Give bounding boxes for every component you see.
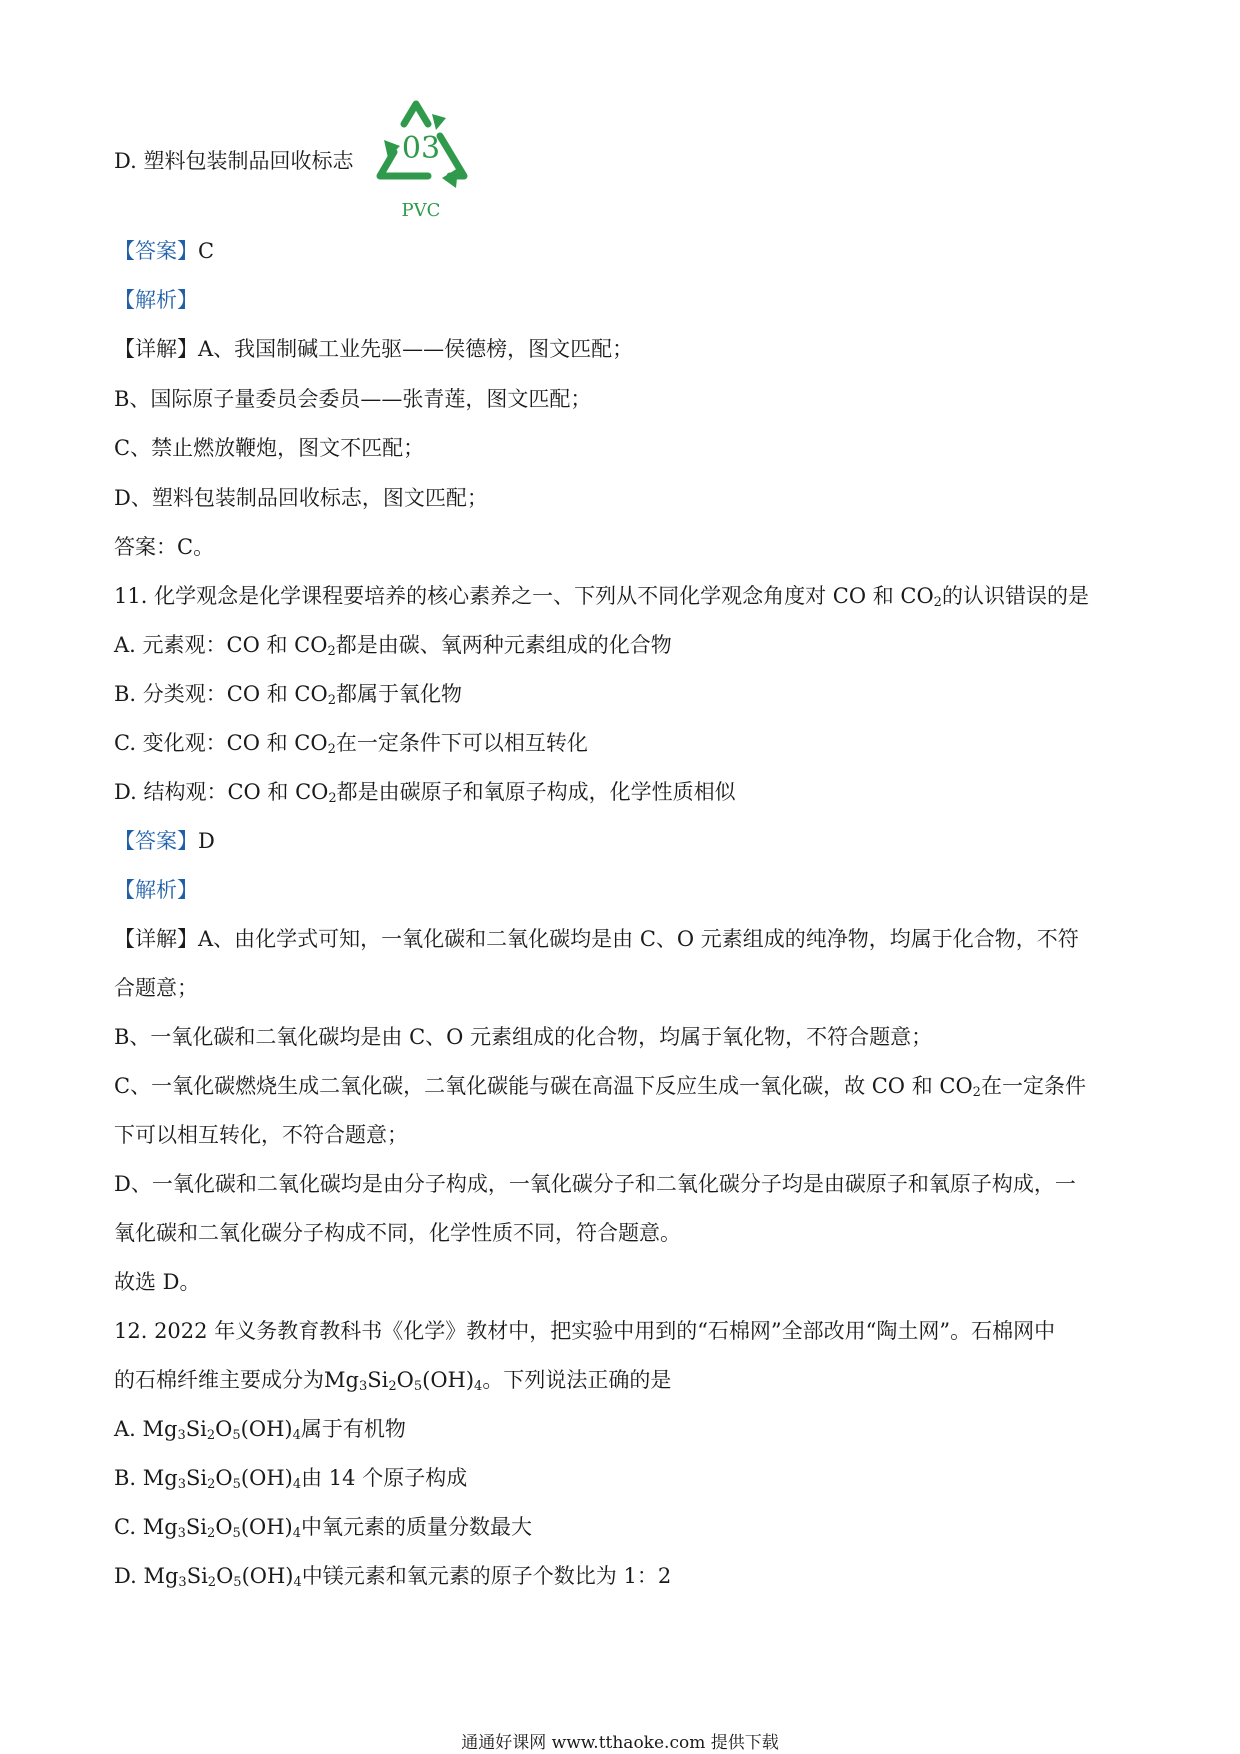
q11-option-c-part-1: C. 变化观：CO 和 CO xyxy=(114,731,328,755)
answer-tag: 【答案】 xyxy=(114,829,198,853)
detail-tag: 【详解】 xyxy=(114,927,198,951)
q11-detail-a xyxy=(114,924,1079,954)
q11-stem-sub: 2 xyxy=(933,595,942,610)
q10-detail-a xyxy=(114,334,633,364)
option-prefix: B. xyxy=(114,1466,137,1490)
detail-a-text: A、我国制碱工业先驱——侯德榜，图文匹配； xyxy=(198,337,634,361)
q11-option-b-part-1: B. 分类观：CO 和 CO xyxy=(114,682,328,706)
recycle-triangle-icon xyxy=(366,96,476,226)
q11-option-d xyxy=(114,777,736,807)
q11-option-d-part-1: D. 结构观：CO 和 CO xyxy=(114,780,329,804)
q10-answer xyxy=(114,236,214,266)
q11-detail-d-cont: 氧化碳和二氧化碳分子构成不同，化学性质不同，符合题意。 xyxy=(114,1221,681,1245)
q11-option-a-part-2: 都是由碳、氧两种元素组成的化合物 xyxy=(335,633,672,657)
logo-label: PVC xyxy=(401,200,441,221)
chemical-formula: $Mg_3Si_2O_5(OH)_4$ xyxy=(324,1368,483,1394)
q11-stem-part-1: 11. 化学观念是化学课程要培养的核心素养之一、下列从不同化学观念角度对 CO 和 CO xyxy=(114,584,934,608)
q11-option-c-part-2: 在一定条件下可以相互转化 xyxy=(335,731,588,755)
chemical-formula: $Mg_3Si_2O_5(OH)_4$ xyxy=(143,1564,302,1590)
q12-option-d xyxy=(114,1561,671,1591)
q11-option-b-part-2: 都属于氧化物 xyxy=(335,682,462,706)
q12-stem-cont xyxy=(114,1365,671,1395)
q11-detail-c-cont: 下可以相互转化，不符合题意； xyxy=(114,1123,408,1147)
page-footer: 通通好课网 www.tthaoke.com 提供下载 xyxy=(461,1733,779,1753)
q10-conclusion: 答案：C。 xyxy=(114,535,215,559)
q11-option-c xyxy=(114,728,588,758)
q11-option-b-sub: 2 xyxy=(327,693,336,708)
q11-detail-a-cont: 合题意； xyxy=(114,976,198,1000)
q11-option-c-sub: 2 xyxy=(327,742,336,757)
chemical-formula: $Mg_3Si_2O_5(OH)_4$ xyxy=(142,1466,302,1492)
option-prefix: A. xyxy=(114,1417,136,1441)
option-prefix: D. xyxy=(114,1564,137,1588)
option-text: 中氧元素的质量分数最大 xyxy=(301,1515,533,1539)
q10-detail-c: C、禁止燃放鞭炮，图文不匹配； xyxy=(114,436,425,460)
q11-option-a-sub: 2 xyxy=(327,644,336,659)
option-text: 由 14 个原子构成 xyxy=(301,1466,468,1490)
q10-detail-b: B、国际原子量委员会委员——张青莲，图文匹配； xyxy=(114,387,592,411)
option-text: 属于有机物 xyxy=(300,1417,406,1441)
chemical-formula: $Mg_3Si_2O_5(OH)_4$ xyxy=(142,1417,301,1443)
detail-tag: 【详解】 xyxy=(114,337,198,361)
q12-stem-part-1: 的石棉纤维主要成分为 xyxy=(114,1368,324,1392)
q11-answer xyxy=(114,826,215,856)
q12-option-c xyxy=(114,1512,532,1542)
q12-stem: 12. 2022 年义务教育教科书《化学》教材中，把实验中用到的“石棉网”全部改用“陶土网”。石棉网中 xyxy=(114,1319,1056,1343)
q11-detail-c-part-1: C、一氧化碳燃烧生成二氧化碳，二氧化碳能与碳在高温下反应生成一氧化碳，故 CO 和 CO xyxy=(114,1074,973,1098)
q11-detail-c-part-2: 在一定条件 xyxy=(980,1074,1086,1098)
option-text: 中镁元素和氧元素的原子个数比为 1：2 xyxy=(301,1564,672,1588)
q10-analysis-tag: 【解析】 xyxy=(114,288,198,312)
q11-detail-b: B、一氧化碳和二氧化碳均是由 C、O 元素组成的化合物，均属于氧化物，不符合题意； xyxy=(114,1025,933,1049)
q11-conclusion: 故选 D。 xyxy=(114,1270,201,1294)
q12-option-b xyxy=(114,1463,467,1493)
q11-option-d-part-2: 都是由碳原子和氧原子构成，化学性质相似 xyxy=(336,780,736,804)
q11-detail-c xyxy=(114,1071,1086,1101)
logo-number: 03 xyxy=(401,131,441,166)
answer-tag: 【答案】 xyxy=(114,239,198,263)
option-prefix: C. xyxy=(114,1515,136,1539)
q12-stem-part-2: 。下列说法正确的是 xyxy=(482,1368,672,1392)
q11-option-a-part-1: A. 元素观：CO 和 CO xyxy=(114,633,328,657)
q10-detail-d: D、塑料包装制品回收标志，图文匹配； xyxy=(114,486,488,510)
option-d-text: D. 塑料包装制品回收标志 xyxy=(114,149,354,173)
q11-detail-c-sub: 2 xyxy=(972,1085,981,1100)
q11-stem xyxy=(114,581,1089,611)
q11-option-a xyxy=(114,630,672,660)
q11-detail-d: D、一氧化碳和二氧化碳均是由分子构成，一氧化碳分子和二氧化碳分子均是由碳原子和氧原子构成，一 xyxy=(114,1172,1076,1196)
answer-value: D xyxy=(198,829,215,853)
q11-analysis-tag: 【解析】 xyxy=(114,878,198,902)
q11-detail-a-part-1: A、由化学式可知，一氧化碳和二氧化碳均是由 C、O 元素组成的纯净物，均属于化合物，不符 xyxy=(198,927,1079,951)
chemical-formula: $Mg_3Si_2O_5(OH)_4$ xyxy=(142,1515,302,1541)
q11-option-b xyxy=(114,679,462,709)
q11-option-d-sub: 2 xyxy=(328,791,337,806)
answer-value: C xyxy=(198,239,215,263)
q12-option-a xyxy=(114,1414,406,1444)
q11-stem-part-2: 的认识错误的是 xyxy=(941,584,1089,608)
